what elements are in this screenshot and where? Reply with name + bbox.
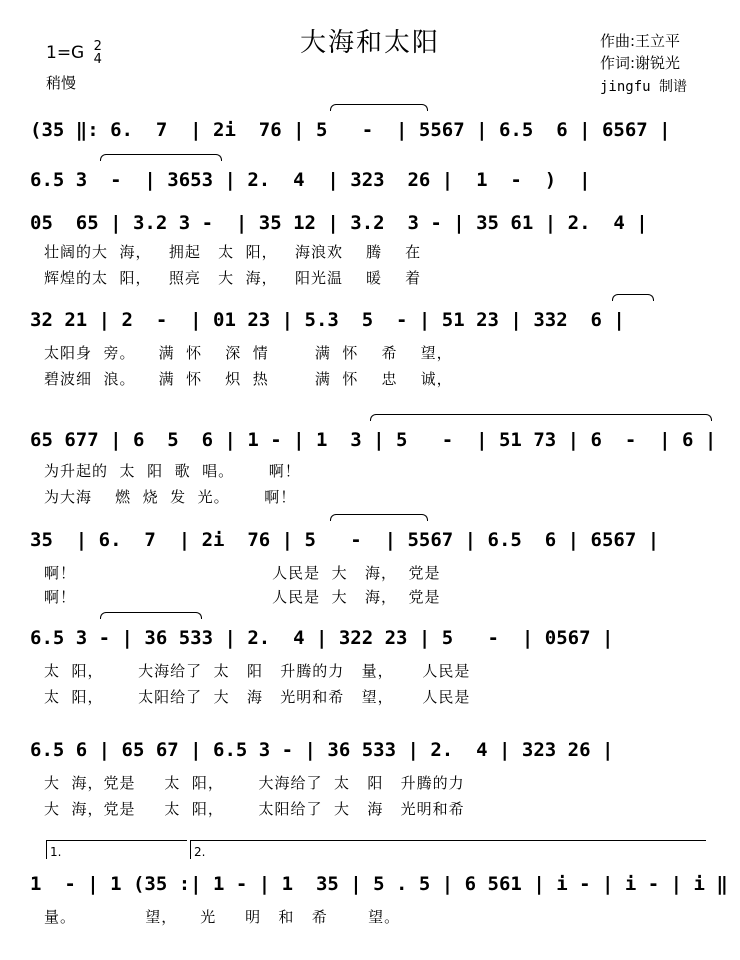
lyric-verse-1: 太阳身 旁。 满 怀 深 情 满 怀 希 望， [44, 344, 453, 362]
arranger-credit: jingfu 制谱 [600, 79, 688, 95]
lyric-verse-2: 大 海，党是 太 阳， 太阳给了 大 海 光明和希 [44, 800, 465, 818]
tempo-marking: 稍慢 [46, 74, 77, 92]
notation-row: 35 | 6. 7 | 2i 76 | 5 - | 5567 | 6.5 6 | 6567 | [30, 529, 660, 551]
lyric-verse-1: 太 阳， 大海给了 太 阳 升腾的力 量， 人民是 [44, 662, 471, 680]
lyric-verse-2: 辉煌的太 阳， 照亮 大 海， 阳光温 暖 着 [44, 269, 422, 287]
meter-top: 2 [93, 39, 102, 54]
key-signature [46, 40, 102, 66]
notation-row: 6.5 3 - | 3653 | 2. 4 | 323 26 | 1 - ) | [30, 169, 591, 191]
volta-2 [190, 840, 706, 859]
volta-1 [46, 840, 187, 859]
lyric-verse-1: 大 海，党是 太 阳， 大海给了 太 阳 升腾的力 [44, 774, 465, 792]
composer-credit: 作曲:王立平 [600, 32, 681, 50]
song-title: 大海和太阳 [299, 28, 440, 58]
notation-row: 6.5 3 - | 36 533 | 2. 4 | 322 23 | 5 - | 0567 | [30, 627, 614, 649]
volta-2-label: 2. [194, 845, 206, 859]
lyric-verse-2: 碧波细 浪。 满 怀 炽 热 满 怀 忠 诚， [44, 370, 453, 388]
time-signature [94, 40, 102, 66]
notation-row: 1 - | 1 (35 :| 1 - | 1 35 | 5 . 5 | 6 561 | i - | i - | i ‖ [30, 873, 728, 895]
notation-row: 32 21 | 2 - | 01 23 | 5.3 5 - | 51 23 | 332 6 | [30, 309, 625, 331]
lyric-verse-2: 啊！ 人民是 大 海， 党是 [44, 588, 441, 606]
system-9 [0, 840, 740, 950]
lyric-verse-2: 太 阳， 太阳给了 大 海 光明和希 望， 人民是 [44, 688, 471, 706]
volta-1-label: 1. [50, 845, 62, 859]
lyric-verse-2: 为大海 燃 烧 发 光。 啊！ [44, 488, 297, 506]
lyric-verse-1: 壮阔的大 海， 拥起 太 阳， 海浪欢 腾 在 [44, 243, 422, 261]
lyric-verse-1: 啊！ 人民是 大 海， 党是 [44, 564, 441, 582]
lyric-verse-1: 量。 望， 光 明 和 希 望。 [44, 908, 401, 926]
meter-bottom: 4 [93, 52, 102, 67]
notation-row: (35 ‖: 6. 7 | 2i 76 | 5 - | 5567 | 6.5 6 | 6567 | [30, 119, 671, 141]
notation-row: 6.5 6 | 65 67 | 6.5 3 - | 36 533 | 2. 4 | 323 26 | [30, 739, 614, 761]
notation-row: 65 677 | 6 5 6 | 1 - | 1 3 | 5 - | 51 73 | 6 - | 6 | [30, 429, 717, 451]
lyric-verse-1: 为升起的 太 阳 歌 唱。 啊！ [44, 462, 301, 480]
lyricist-credit: 作词:谢锐光 [600, 54, 681, 72]
key-label: 1=G [46, 43, 85, 63]
notation-row: 05 65 | 3.2 3 - | 35 12 | 3.2 3 - | 35 61 | 2. 4 | [30, 212, 648, 234]
